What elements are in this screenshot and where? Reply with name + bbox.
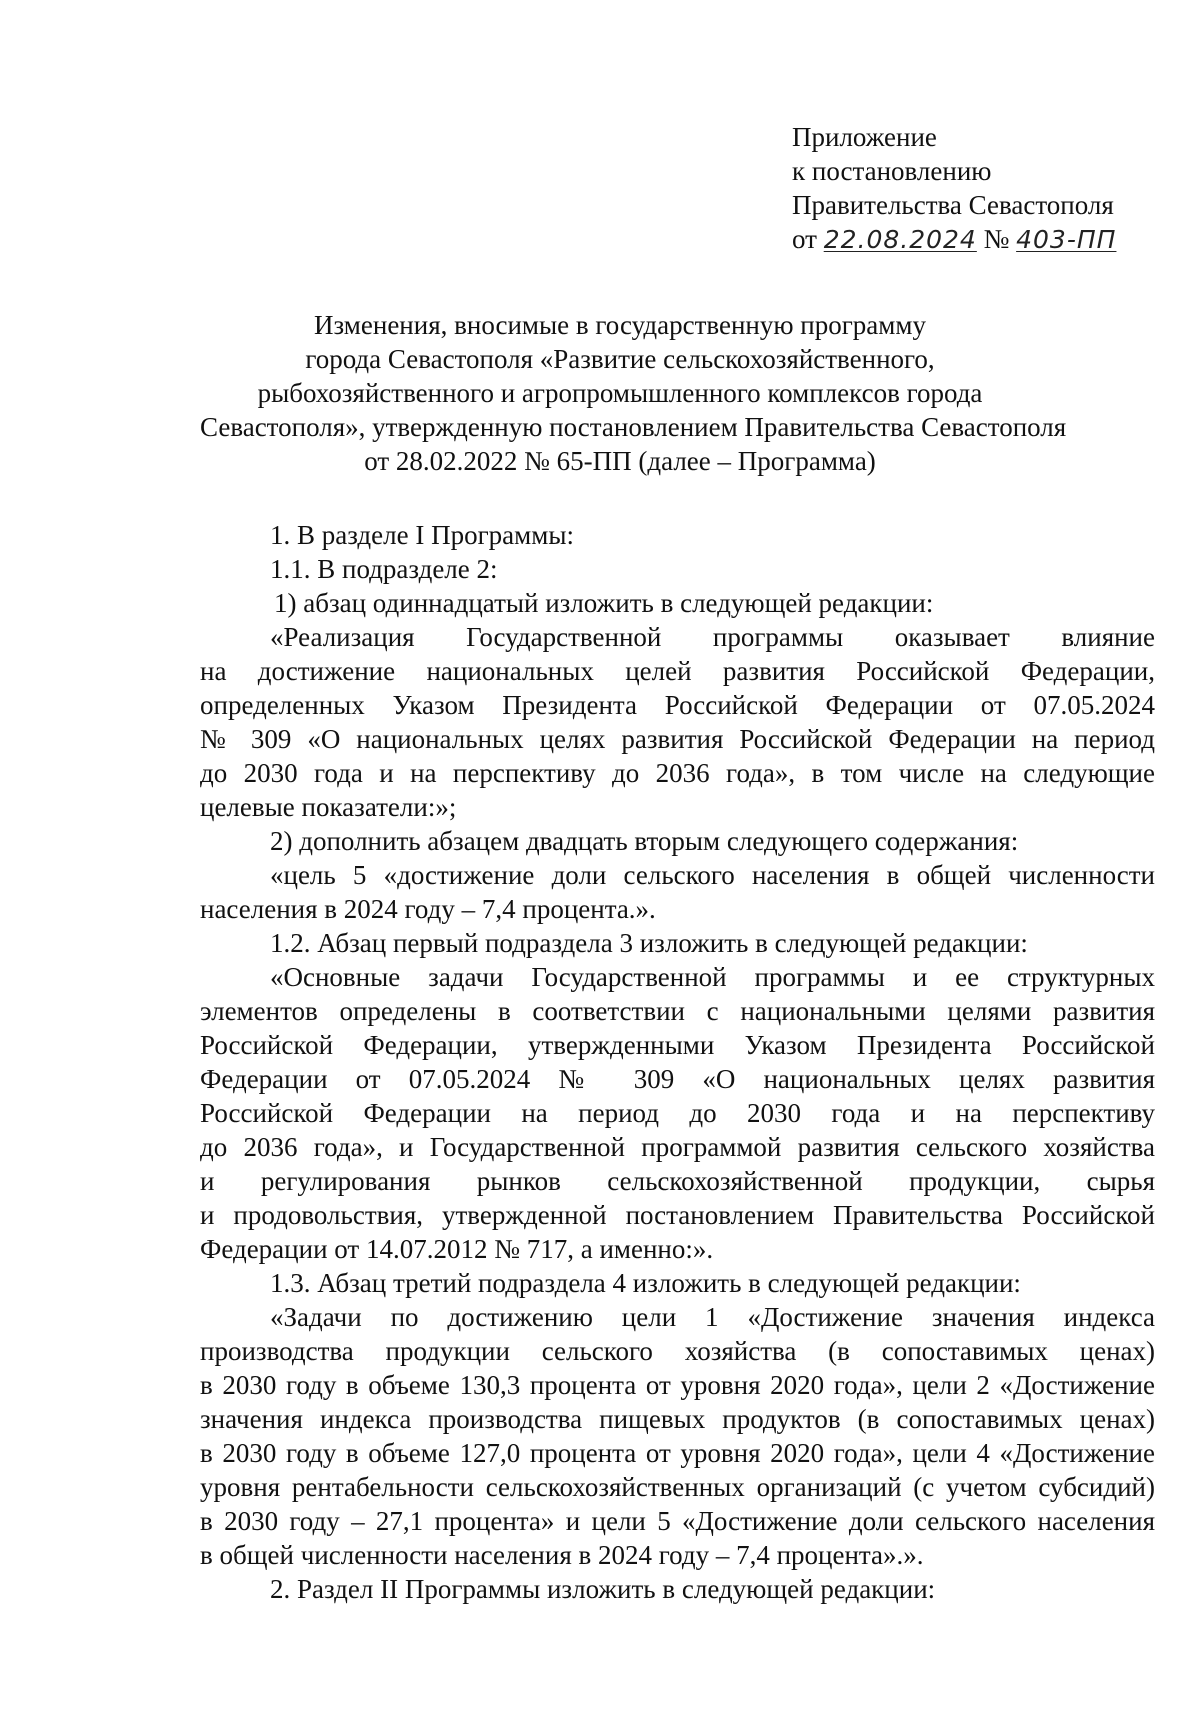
body-line: производства продукции сельского хозяйства (в сопоставимых ценах): [200, 1336, 1155, 1366]
number-sign: №: [983, 224, 1010, 254]
body-line: на достижение национальных целей развития Российской Федерации,: [200, 656, 1155, 686]
body-line: «Реализация Государственной программы оказывает влияние: [270, 622, 1155, 652]
body-line: уровня рентабельности сельскохозяйственных организаций (с учетом субсидий): [200, 1472, 1155, 1502]
body-line: «Основные задачи Государственной программы и ее структурных: [270, 962, 1155, 992]
body-line: 1.1. В подразделе 2:: [270, 554, 498, 584]
title-line: города Севастополя «Развитие сельскохозяйственного,: [305, 344, 935, 374]
body-line: и регулирования рынков сельскохозяйственной продукции, сырья: [200, 1166, 1155, 1196]
body-line: в общей численности населения в 2024 году – 7,4 процента».».: [200, 1540, 924, 1570]
date-prefix: от: [792, 224, 817, 254]
body-line: Российской Федерации, утвержденными Указом Президента Российской: [200, 1030, 1155, 1060]
appendix-line-1: Приложение: [792, 122, 937, 152]
body-line: до 2030 года и на перспективу до 2036 года», в том числе на следующие: [200, 758, 1155, 788]
body-line: Федерации от 14.07.2012 № 717, а именно:».: [200, 1234, 714, 1264]
body-line: 2) дополнить абзацем двадцать вторым следующего содержания:: [270, 826, 1019, 856]
body-line: Российской Федерации на период до 2030 года и на перспективу: [200, 1098, 1155, 1128]
appendix-line-2: к постановлению: [792, 156, 992, 186]
body-line: в 2030 году – 27,1 процента» и цели 5 «Достижение доли сельского населения: [200, 1506, 1155, 1536]
body-line: значения индекса производства пищевых продуктов (в сопоставимых ценах): [200, 1404, 1155, 1434]
body-line: до 2036 года», и Государственной программой развития сельского хозяйства: [200, 1132, 1155, 1162]
document-title: [200, 308, 1067, 478]
body-line: Федерации от 07.05.2024 № 309 «О национальных целях развития: [200, 1064, 1155, 1094]
handwritten-date: 22.08.2024: [823, 225, 977, 254]
handwritten-number: 403-ПП: [1016, 225, 1117, 254]
appendix-block: [792, 120, 1116, 257]
body-line: целевые показатели:»;: [200, 792, 457, 822]
body-line: 1.3. Абзац третий подраздела 4 изложить в следующей редакции:: [270, 1268, 1021, 1298]
body-line: населения в 2024 году – 7,4 процента.».: [200, 894, 656, 924]
body-line: в 2030 году в объеме 130,3 процента от уровня 2020 года», цели 2 «Достижение: [200, 1370, 1155, 1400]
body-line: 1) абзац одиннадцатый изложить в следующей редакции:: [274, 588, 934, 618]
body-line: «Задачи по достижению цели 1 «Достижение значения индекса: [270, 1302, 1155, 1332]
body-line: 1.2. Абзац первый подраздела 3 изложить в следующей редакции:: [270, 928, 1028, 958]
body-line: «цель 5 «достижение доли сельского населения в общей численности: [270, 860, 1155, 890]
title-line: рыбохозяйственного и агропромышленного комплексов города: [257, 378, 983, 408]
body-line: № 309 «О национальных целях развития Российской Федерации на период: [200, 724, 1155, 754]
body-line: и продовольствия, утвержденной постановлением Правительства Российской: [200, 1200, 1155, 1230]
body-line: определенных Указом Президента Российской Федерации от 07.05.2024: [200, 690, 1155, 720]
appendix-line-3: Правительства Севастополя: [792, 190, 1114, 220]
title-line: Изменения, вносимые в государственную программу: [314, 310, 926, 340]
title-line: Севастополя», утвержденную постановлением Правительства Севастополя: [200, 412, 1067, 442]
body-line: элементов определены в соответствии с национальными целями развития: [200, 996, 1155, 1026]
title-line: от 28.02.2022 № 65-ПП (далее – Программа): [364, 446, 876, 476]
appendix-date-line: [792, 222, 1116, 257]
body-line: в 2030 году в объеме 127,0 процента от уровня 2020 года», цели 4 «Достижение: [200, 1438, 1155, 1468]
body-line: 1. В разделе I Программы:: [270, 520, 574, 550]
document-body: [200, 518, 1155, 1606]
body-line: 2. Раздел II Программы изложить в следующей редакции:: [270, 1574, 936, 1604]
